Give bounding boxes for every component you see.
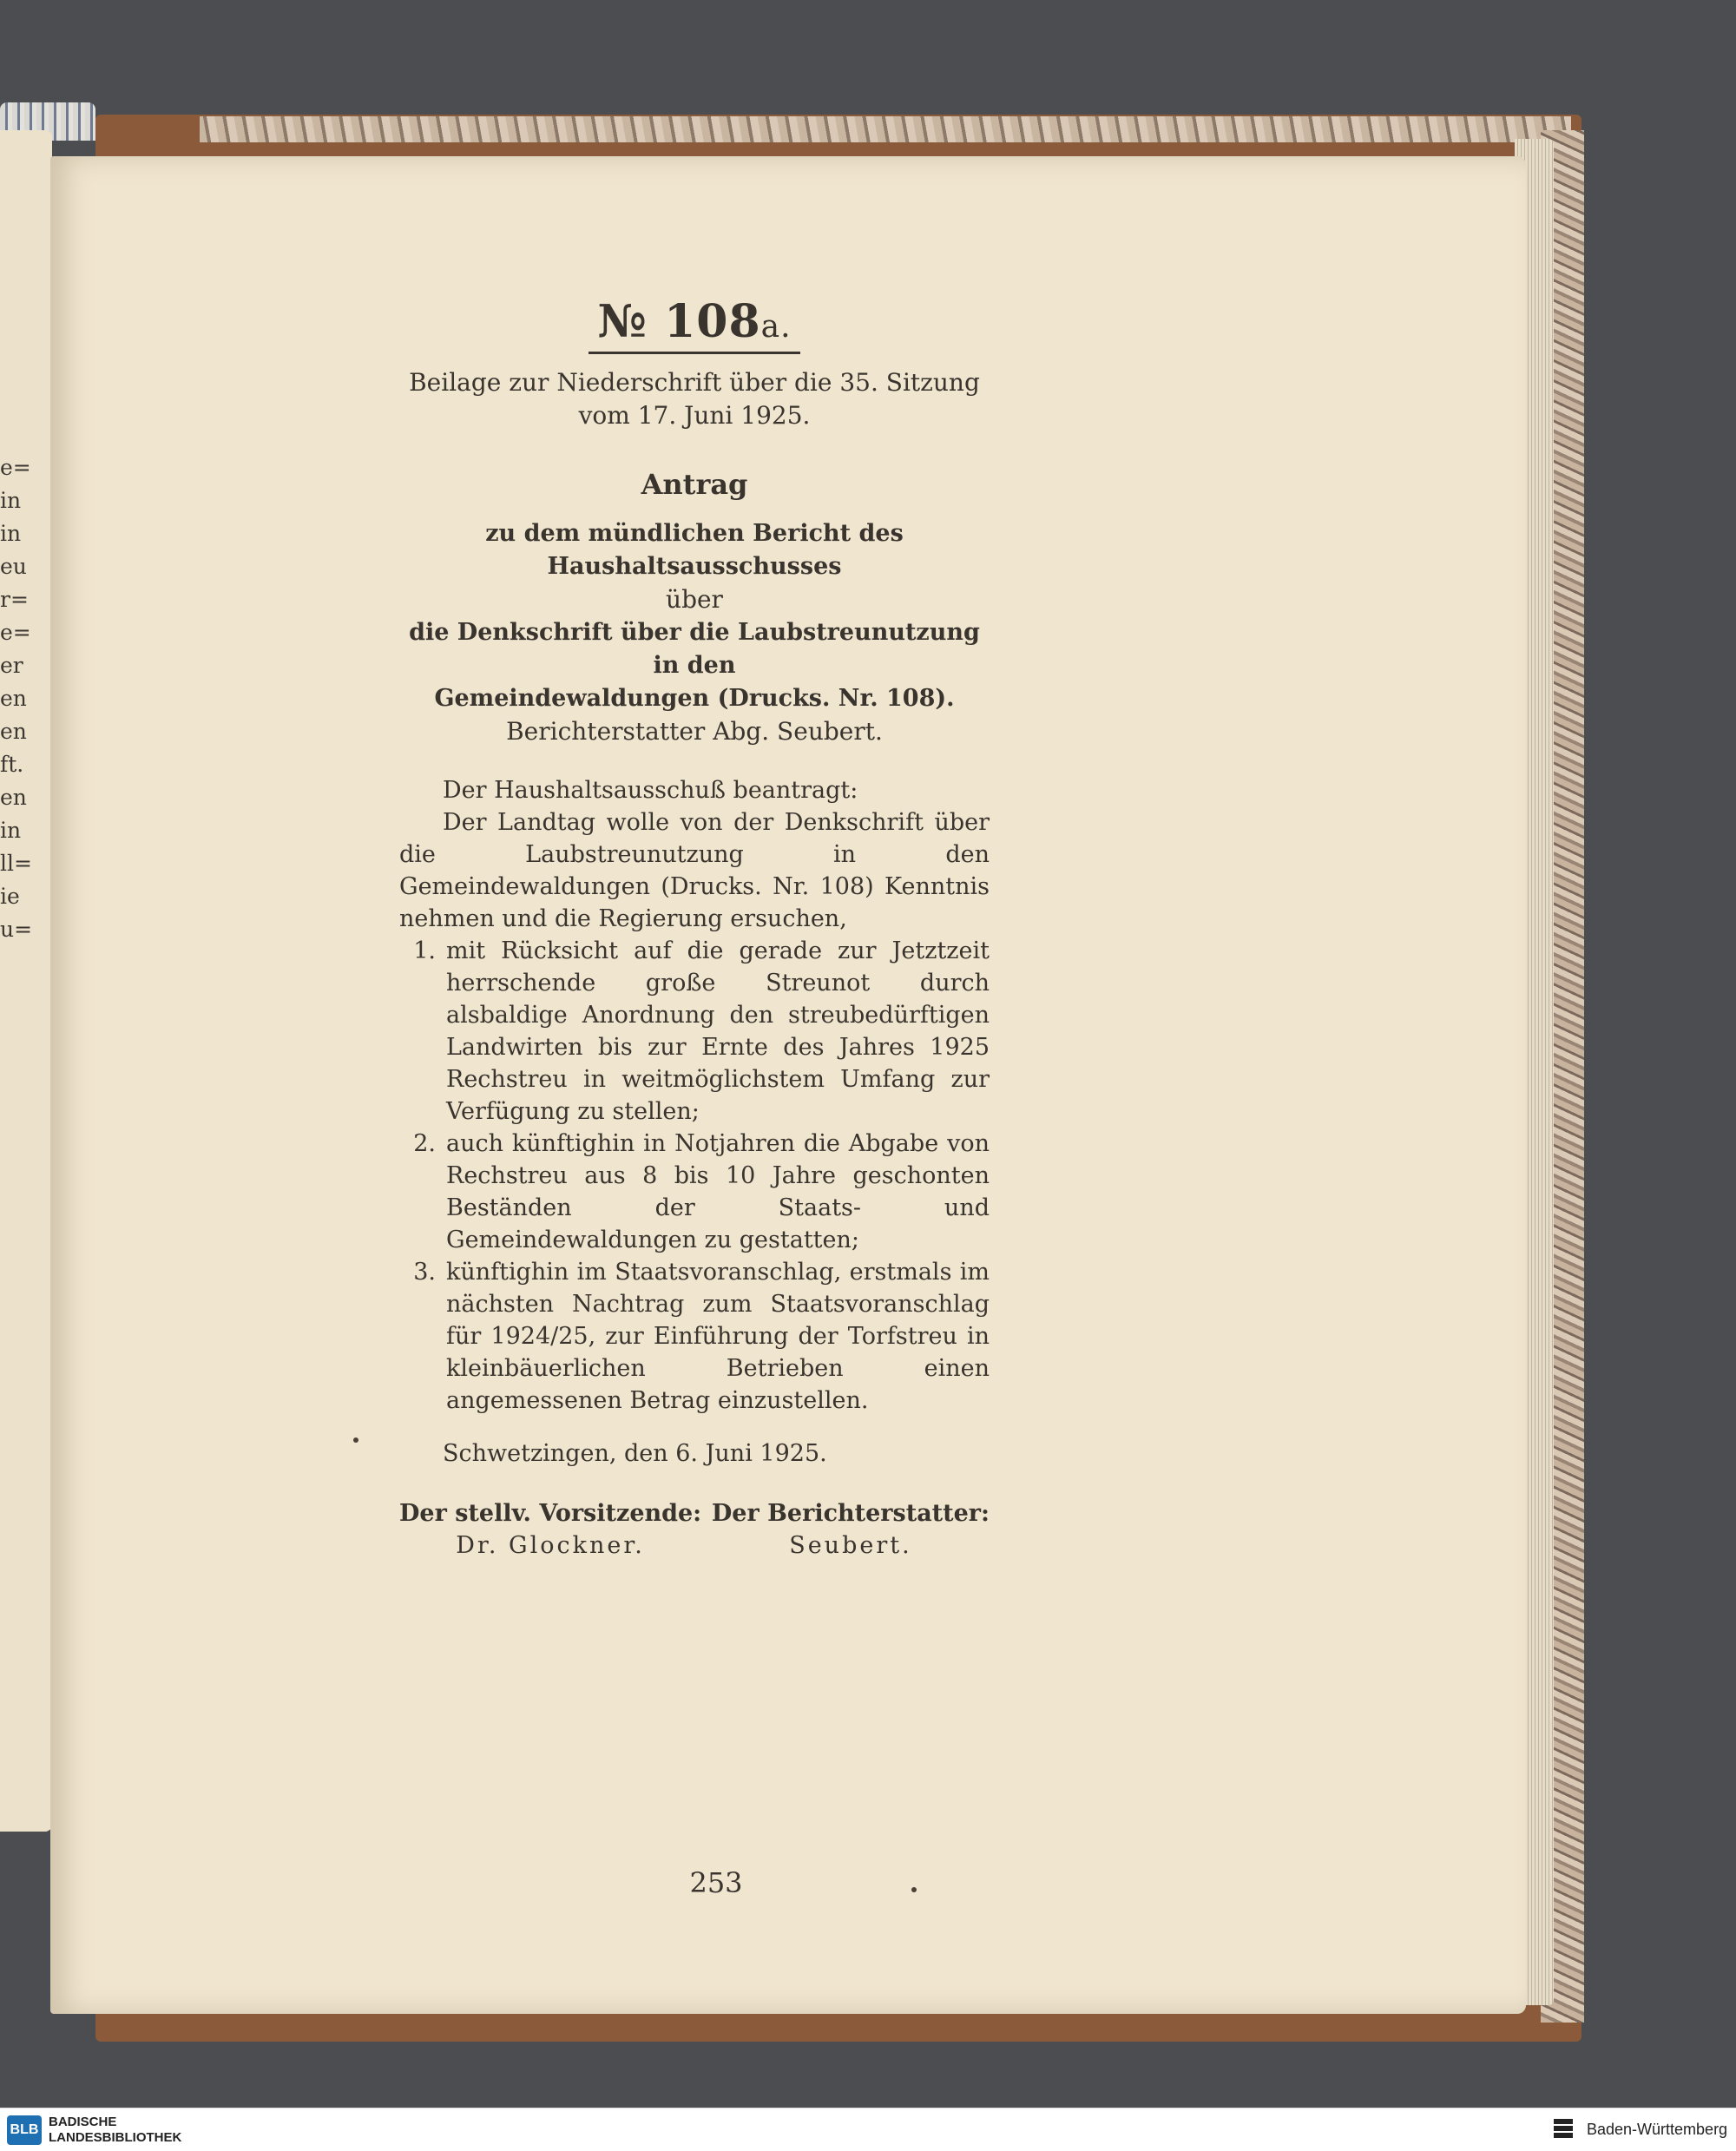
left-page-fragment: in [0,488,22,513]
list-item-number: 3. [413,1259,436,1286]
footer-bar [0,2108,1736,2151]
intro-paragraph: Der Haushaltsausschuß beantragt: [443,777,858,804]
signature-role: Der Berichterstatter: [711,1500,990,1527]
marbled-top-edge [200,116,1571,142]
left-page-edge [0,130,52,1832]
list-item [399,1128,990,1256]
document-number [399,295,990,354]
signature-block [399,1497,990,1562]
signature-role: Der stellv. Vorsitzende: [399,1500,702,1527]
list-item [399,1256,990,1417]
ink-speck [353,1437,358,1443]
document-content [399,295,990,1562]
list-item-text: mit Rücksicht auf die gerade zur Jetztzeit herrschende große Streunot durch alsbaldige Anordnung den streubedürftigen Landwirten bis zur Ernte des Jahres 1925 Rechstreu in weitmöglichstem Umfang zur Verfügung zu stellen; [446,937,990,1125]
heading-line-2: über [666,585,723,614]
heading-line-4: Gemeindewaldungen (Drucks. Nr. 108). [434,685,955,712]
list-item-number: 2. [413,1130,436,1157]
left-page-fragment: en [0,785,27,810]
library-name[interactable] [49,2115,181,2146]
signature-reporter [712,1497,990,1562]
left-page-fragment: eu [0,554,27,579]
left-page-fragment: er [0,653,23,678]
left-page-text-fragments [0,451,35,946]
subtitle-line-2: vom 17. Juni 1925. [578,401,811,430]
left-page-fragment: r= [0,587,29,612]
signature-chair [399,1497,701,1562]
left-page-fragment: e= [0,620,31,645]
list-item [399,935,990,1128]
left-page-fragment: e= [0,455,31,480]
heading-line-1: zu dem mündlichen Bericht des Haushaltsausschusses [485,520,904,580]
list-item-text: künftighin im Staatsvoranschlag, erstmals im nächsten Nachtrag zum Staatsvoranschlag für 1924/25, zur Einführung der Torfstreu in kleinbäuerlichen Betrieben einen angemessenen Betrag einzustellen. [446,1259,990,1414]
left-page-fragment: ll= [0,851,32,876]
left-page-fragment: in [0,521,22,546]
number-symbol: № [597,295,648,348]
place-date: Schwetzingen, den 6. Juni 1925. [443,1440,827,1467]
state-lions-icon [1554,2117,1580,2143]
signature-name: Seubert. [789,1532,912,1559]
left-page-fragment: ft. [0,752,24,777]
body-paragraph: Der Landtag wolle von der Denkschrift über die Laubstreunutzung in den Gemeindewaldungen (Drucks. Nr. 108) Kenntnis nehmen und die Regierung ersuchen, [399,809,990,932]
left-page-fragment: u= [0,917,33,942]
signature-name: Dr. Glockner. [456,1532,645,1559]
ink-speck [911,1887,917,1892]
list-item-number: 1. [413,937,436,964]
left-page-fragment: en [0,686,27,711]
document-title: Antrag [641,468,748,501]
number-suffix: a. [760,309,792,345]
left-page-fragment: ie [0,884,20,909]
number-value: 108 [664,295,761,348]
left-page-fragment: in [0,818,22,843]
library-name-line-1: BADISCHE [49,2115,117,2129]
reporter-line: Berichterstatter Abg. Seubert. [506,717,883,746]
list-item-text: auch künftighin in Notjahren die Abgabe von Rechstreu aus 8 bis 10 Jahre geschonten Beständen der Staats- und Gemeindewaldungen zu gestatten; [446,1130,990,1253]
library-name-line-2: LANDESBIBLIOTHEK [49,2130,182,2145]
blb-logo[interactable]: BLB [7,2115,42,2145]
subtitle-line-1: Beilage zur Niederschrift über die 35. Sitzung [409,368,980,397]
page-number: 253 [689,1866,743,1899]
left-page-fragment: en [0,719,27,744]
request-list [399,935,990,1417]
heading-line-3: die Denkschrift über die Laubstreunutzung in den [409,619,980,679]
state-name[interactable]: Baden-Württemberg [1587,2121,1728,2138]
